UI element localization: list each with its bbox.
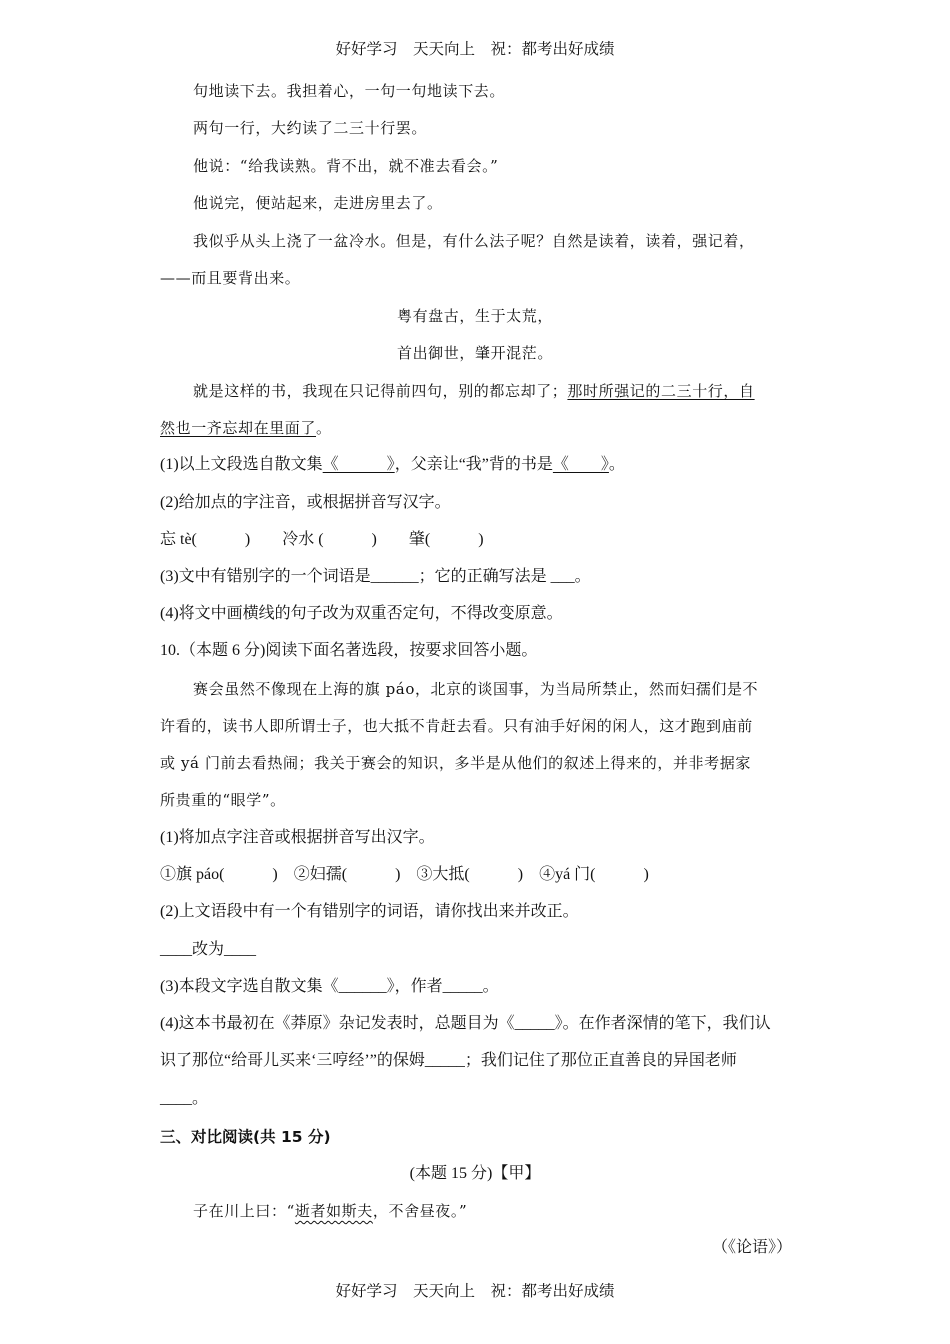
question-10-4: ____。 bbox=[160, 1090, 209, 1107]
question-9-1 bbox=[160, 454, 625, 476]
passage-line: 我似乎从头上浇了一盆冷水。但是，有什么法子呢？自然是读着，读着，强记着， bbox=[193, 232, 755, 250]
underlined-sentence: 然也一齐忘却在里面了 bbox=[160, 419, 317, 437]
passage-line: 赛会虽然不像现在上海的旗 páo，北京的谈国事，为当局所禁止，然而妇孺们是不 bbox=[193, 680, 759, 698]
section-subheading: (本题 15 分)【甲】 bbox=[409, 1165, 541, 1182]
passage-line: 他说完，便站起来，走进房里去了。 bbox=[193, 194, 443, 212]
question-10-1: (1)将加点字注音或根据拼音写出汉字。 bbox=[160, 829, 435, 846]
question-9-3: (3)文中有错别字的一个词语是______；它的正确写法是 ___。 bbox=[160, 568, 591, 585]
section-heading: 三、对比阅读(共 15 分) bbox=[160, 1128, 331, 1146]
passage-line: 所贵重的“眼学”。 bbox=[160, 791, 286, 809]
question-9-2: (2)给加点的字注音，或根据拼音写汉字。 bbox=[160, 494, 451, 511]
question-text: (1)以上文段选自散文集 bbox=[160, 456, 323, 473]
page-footer: 好好学习 天天向上 祝：都考出好成绩 bbox=[335, 1282, 615, 1300]
verse-line: 首出御世，肇开混茫。 bbox=[396, 344, 553, 362]
verse-line: 粤有盘古，生于太荒， bbox=[396, 307, 553, 325]
question-10-2: (2)上文语段中有一个有错别字的词语，请你找出来并改正。 bbox=[160, 903, 579, 920]
quote-text: 子在川上曰：“ bbox=[193, 1202, 295, 1220]
plain-text: 就是这样的书，我现在只记得前四句，别的都忘却了； bbox=[193, 382, 568, 400]
answer-blank[interactable]: 《 》 bbox=[552, 456, 609, 473]
question-10-1-items: ①旗 páo( ) ②妇孺( ) ③大抵( ) ④yá 门( ) bbox=[160, 866, 649, 883]
passage-line: ——而且要背出来。 bbox=[160, 269, 301, 287]
passage-line bbox=[160, 417, 332, 439]
plain-text: 。 bbox=[316, 419, 332, 437]
question-10-3: (3)本段文字选自散文集《______》，作者_____。 bbox=[160, 978, 499, 995]
answer-blank[interactable]: 《 》 bbox=[322, 456, 395, 473]
underlined-sentence: 那时所强记的二三十行，自 bbox=[567, 382, 755, 400]
passage-line: 句地读下去。我担着心，一句一句地读下去。 bbox=[193, 82, 506, 100]
classical-quote bbox=[193, 1200, 467, 1222]
passage-line: 或 yá 门前去看热闹；我关于赛会的知识，多半是从他们的叙述上得来的，并非考据家 bbox=[160, 754, 751, 772]
wavy-underlined-phrase: 逝者如斯夫 bbox=[294, 1202, 373, 1220]
passage-line bbox=[193, 380, 755, 402]
passage-line: 许看的，读书人即所谓士子，也大抵不肯赶去看。只有油手好闲的闲人，这才跑到庙前 bbox=[160, 717, 753, 735]
question-10-4: 识了那位“给哥儿买来‘三哼经’”的保姆_____；我们记住了那位正直善良的异国老师 bbox=[160, 1052, 737, 1069]
passage-line: 两句一行，大约读了二三十行罢。 bbox=[193, 119, 428, 137]
question-text: 。 bbox=[608, 456, 625, 473]
question-10-4: (4)这本书最初在《莽原》杂记发表时，总题目为《_____》。在作者深情的笔下，我们认 bbox=[160, 1015, 771, 1032]
quote-source: （《论语》） bbox=[712, 1239, 793, 1256]
page-header: 好好学习 天天向上 祝：都考出好成绩 bbox=[335, 40, 615, 58]
question-10-title: 10.（本题 6 分)阅读下面名著选段，按要求回答小题。 bbox=[160, 642, 538, 659]
passage-line: 他说：“给我读熟。背不出，就不准去看会。” bbox=[193, 157, 499, 175]
question-10-2-fill: ____改为____ bbox=[160, 941, 257, 958]
quote-text: ，不舍昼夜。” bbox=[372, 1202, 468, 1220]
question-9-2-items: 忘 tè( ) 冷水 ( ) 肇( ) bbox=[160, 531, 484, 548]
question-text: ，父亲让“我”背的书是 bbox=[394, 456, 553, 473]
question-9-4: (4)将文中画横线的句子改为双重否定句，不得改变原意。 bbox=[160, 605, 563, 622]
